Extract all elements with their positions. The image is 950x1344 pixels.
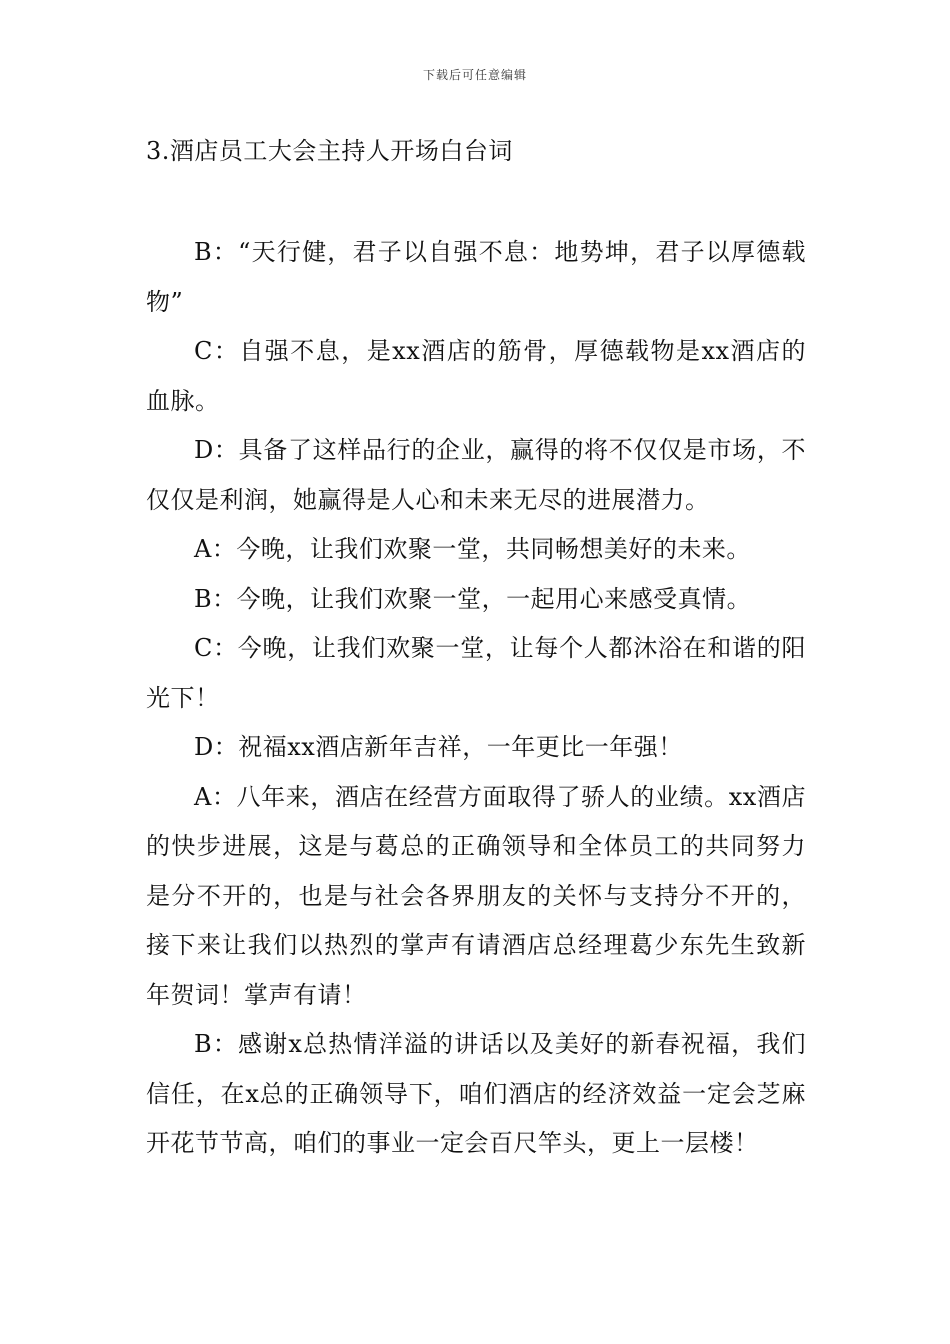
header-note: 下载后可任意编辑 (422, 68, 527, 82)
document-title: 3.酒店员工大会主持人开场白台词 (146, 137, 513, 165)
paragraph: C：自强不息，是xx酒店的筋骨，厚德载物是xx酒店的血脉。 (146, 337, 806, 415)
document-body (146, 228, 806, 1169)
paragraph: B：感谢x总热情洋溢的讲话以及美好的新春祝福，我们信任，在x总的正确领导下，咱们酒店的经济效益一定会芝麻开花节节高，咱们的事业一定会百尺竿头，更上一层楼！ (146, 1030, 806, 1157)
paragraph: D：具备了这样品行的企业，赢得的将不仅仅是市场，不仅仅是利润，她赢得是人心和未来无尽的进展潜力。 (146, 436, 806, 514)
paragraph: D：祝福xx酒店新年吉祥，一年更比一年强！ (194, 733, 683, 761)
paragraph: B：“天行健，君子以自强不息：地势坤，君子以厚德载物” (146, 238, 806, 316)
paragraph: B：今晚，让我们欢聚一堂，一起用心来感受真情。 (194, 584, 752, 613)
paragraph: A：今晚，让我们欢聚一堂，共同畅想美好的未来。 (194, 535, 751, 563)
paragraph: C：今晚，让我们欢聚一堂，让每个人都沐浴在和谐的阳光下！ (146, 634, 806, 712)
paragraph: A：八年来，酒店在经营方面取得了骄人的业绩。xx酒店的快步进展，这是与葛总的正确领导和全体员工的共同努力是分不开的，也是与社会各界朋友的关怀与支持分不开的，接下来让我们以热烈的掌声有请酒店总经理葛少东先生致新年贺词！掌声有请！ (146, 782, 806, 1009)
